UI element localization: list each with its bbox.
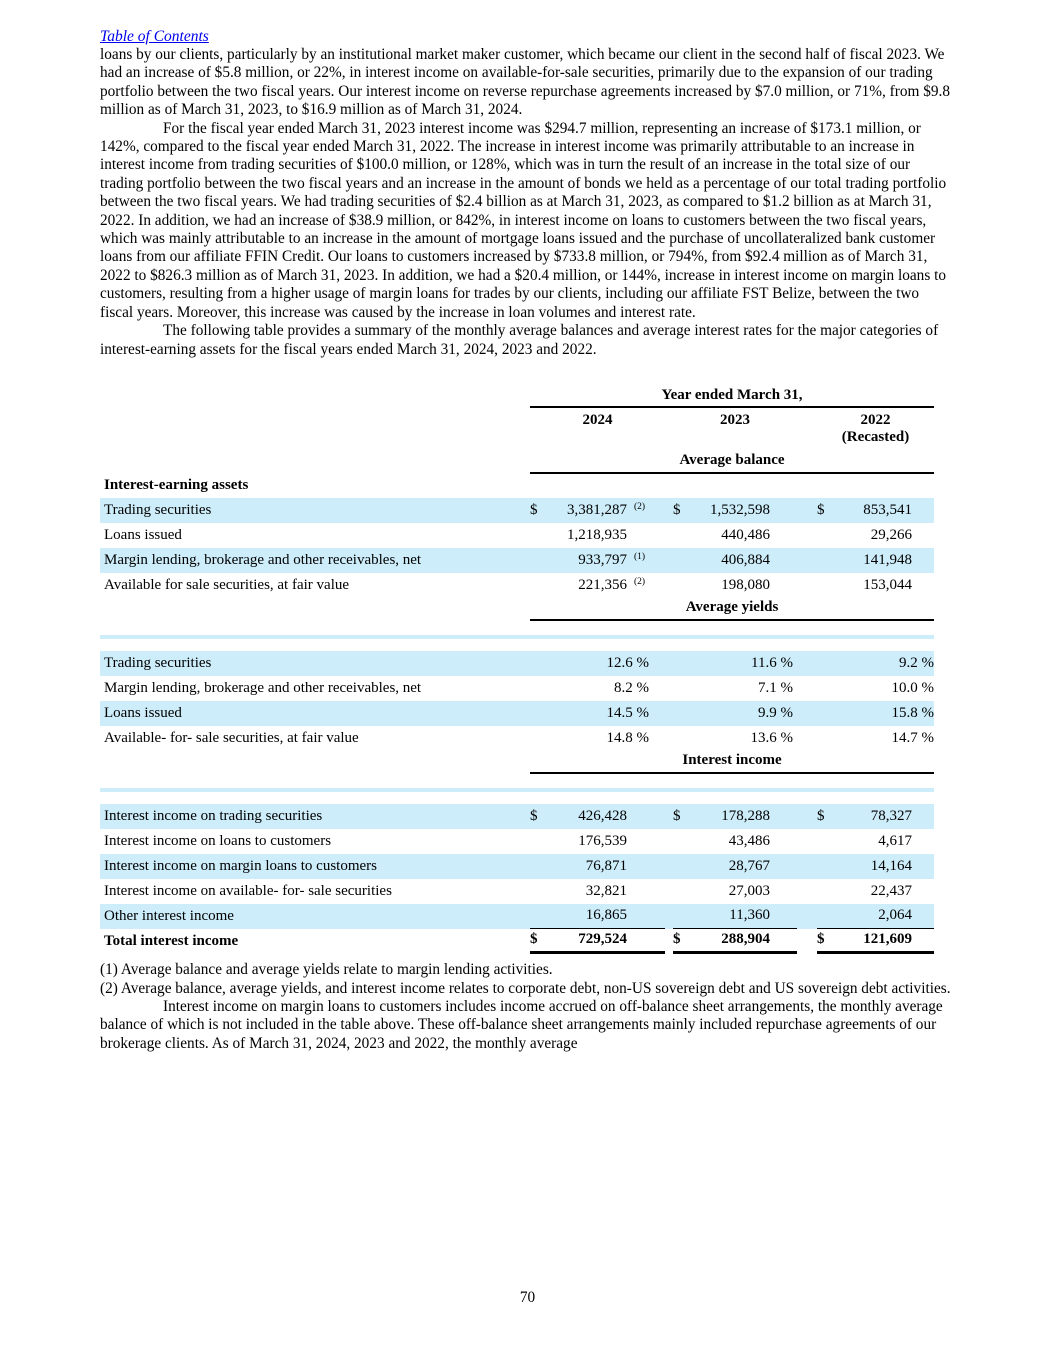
table-row xyxy=(100,879,934,904)
cell-2023: 440,486 xyxy=(721,526,770,543)
col-header-2022 xyxy=(817,412,934,446)
cell-2022: 141,948 xyxy=(863,551,912,568)
cell-2024: 76,871 xyxy=(585,857,627,874)
cell-2024: 8.2 % xyxy=(614,679,649,696)
row-label: Interest income on trading securities xyxy=(104,807,323,824)
table-row xyxy=(100,701,934,726)
dollar-sign: $ xyxy=(673,501,681,518)
cell-2023: 13.6 % xyxy=(750,729,793,746)
cell-2022: 22,437 xyxy=(870,882,912,899)
row-label: Available for sale securities, at fair value xyxy=(104,576,350,593)
row-group-header: Interest-earning assets xyxy=(104,477,249,494)
row-label: Trading securities xyxy=(104,501,212,518)
cell-2023: 198,080 xyxy=(721,576,770,593)
col-header-2023: 2023 xyxy=(720,411,750,428)
cell-2023: 1,532,598 xyxy=(710,501,770,518)
paragraph-1: loans by our clients, particularly by an institutional market maker customer, which became our client in the second half of fiscal 2023. We had an increase of $5.8 million, or 22%, in interest income on available-for-sale securities, primarily due to the expansion of our trading portfolio between the two fiscal years. Our interest income on reverse repurchase agreements increased by $7.0 million, or 71%, from $9.8 million as of March 31, 2023, to $16.9 million as of March 31, 2024. xyxy=(100,46,950,119)
cell-2023: 288,904 xyxy=(721,931,770,948)
cell-2024: 933,797 xyxy=(578,551,627,568)
table-row-total xyxy=(100,929,934,954)
page-number: 70 xyxy=(519,1289,536,1306)
row-label: Loans issued xyxy=(104,526,182,543)
table-year-header: Year ended March 31, xyxy=(530,387,934,408)
cell-2022: 4,617 xyxy=(878,832,912,849)
dollar-sign: $ xyxy=(817,501,825,518)
dollar-sign: $ xyxy=(530,501,538,518)
footnote-ref: (1) xyxy=(634,551,646,562)
cell-2024: 1,218,935 xyxy=(567,526,627,543)
row-label: Interest income on available- for- sale securities xyxy=(104,882,392,899)
dollar-sign: $ xyxy=(673,807,681,824)
cell-2024: 14.8 % xyxy=(606,729,649,746)
dollar-sign: $ xyxy=(817,807,825,824)
dollar-sign: $ xyxy=(673,931,681,948)
col-header-2022-year: 2022 xyxy=(860,411,891,428)
row-label: Loans issued xyxy=(104,704,182,721)
cell-2024: 176,539 xyxy=(578,832,627,849)
cell-2024: 14.5 % xyxy=(606,704,649,721)
col-header-2024: 2024 xyxy=(582,411,613,428)
dollar-sign: $ xyxy=(530,931,538,948)
paragraph-3: The following table provides a summary of the monthly average balances and average interest rates for the major categories of interest-earning assets for the fiscal years ended March 31, 2024, 2023 and 2022. xyxy=(100,322,939,358)
cell-2023: 28,767 xyxy=(728,857,770,874)
cell-2023: 406,884 xyxy=(721,551,770,568)
table-row xyxy=(100,651,934,676)
cell-2024: 729,524 xyxy=(578,931,627,948)
paragraph-2: For the fiscal year ended March 31, 2023 interest income was $294.7 million, representing an increase of $173.1 million, or 142%, compared to the fiscal year ended March 31, 2022. The increase in interest income was primarily attributable to an increase in interest income from trading securities of $100.0 million, or 128%, which was in turn the result of an increase in the total size of our trading portfolio between the two fiscal years and an increase in the amount of bonds we held as a percentage of our total trading portfolio between the two fiscal years. We had trading securities of $2.4 billion as at March 31, 2023, as compared to $1.2 billion as at March 31, 2022. In addition, we had an increase of $38.9 million, or 842%, in interest income on loans to customers between the two fiscal years, which was mainly attributable to an increase in the amount of mortgage loans issued and the purchase of uncollateralized bank customer loans from our affiliate FFIN Credit. Our loans to customers increased by $733.8 million, or 794%, from $92.4 million as of March 31, 2022 to $826.3 million as of March 31, 2023. In addition, we had a $20.4 million, or 144%, increase in interest income on margin loans to customers, resulting from a higher usage of margin loans for trades by our clients, including our affiliate FST Belize, between the two fiscal years. Moreover, this increase was caused by the increase in loan volumes and interest rate. xyxy=(100,119,947,321)
footnote-ref: (2) xyxy=(634,576,646,587)
row-label: Available- for- sale securities, at fair value xyxy=(104,729,359,746)
cell-2022: 14.7 % xyxy=(891,729,934,746)
table-row xyxy=(100,854,934,879)
section-header-interest-income: Interest income xyxy=(530,751,934,774)
table-row xyxy=(100,498,934,523)
table-row xyxy=(100,829,934,854)
interest-earning-assets-table xyxy=(100,387,934,954)
footnote-2: (2) Average balance, average yields, and interest income relates to corporate debt, non-US sovereign debt and US sovereign debt activities. xyxy=(100,979,951,997)
col-header-2022-recasted: (Recasted) xyxy=(841,428,910,445)
cell-2023: 11.6 % xyxy=(751,654,793,671)
cell-2022: 153,044 xyxy=(863,576,912,593)
table-row xyxy=(100,523,934,548)
cell-2022: 78,327 xyxy=(870,807,912,824)
table-row xyxy=(100,573,934,598)
footnote-ref: (2) xyxy=(634,501,646,512)
paragraph-4: Interest income on margin loans to customers includes income accrued on off-balance sheet arrangements, the monthly average balance of which is not included in the table above. These off-balance sheet arrangements mainly included repurchase agreements of our brokerage clients. As of March 31, 2024, 2023 and 2022, the monthly average xyxy=(100,997,943,1052)
cell-2023: 11,360 xyxy=(729,907,770,924)
table-row xyxy=(100,676,934,701)
cell-2023: 178,288 xyxy=(721,807,770,824)
cell-2024: 221,356 xyxy=(578,576,627,593)
row-label: Other interest income xyxy=(104,907,234,924)
dollar-sign: $ xyxy=(817,931,825,948)
cell-2024: 3,381,287 xyxy=(567,501,627,518)
row-label: Trading securities xyxy=(104,654,212,671)
table-year-columns xyxy=(530,408,934,446)
row-label: Margin lending, brokerage and other receivables, net xyxy=(104,679,422,696)
cell-2022: 15.8 % xyxy=(891,704,934,721)
cell-2022: 29,266 xyxy=(870,526,912,543)
cell-2024: 16,865 xyxy=(585,907,627,924)
cell-2024: 426,428 xyxy=(578,807,627,824)
table-row xyxy=(100,904,934,929)
cell-2022: 14,164 xyxy=(870,857,912,874)
table-row xyxy=(100,726,934,751)
section-header-average-balance: Average balance xyxy=(530,446,934,474)
row-label: Interest income on margin loans to customers xyxy=(104,857,377,874)
cell-2022: 853,541 xyxy=(863,501,912,518)
cell-2022: 9.2 % xyxy=(899,654,934,671)
table-row xyxy=(100,804,934,829)
row-label: Margin lending, brokerage and other receivables, net xyxy=(104,551,422,568)
table-row xyxy=(100,548,934,573)
toc-link[interactable]: Table of Contents xyxy=(100,28,209,45)
footnote-1: (1) Average balance and average yields relate to margin lending activities. xyxy=(100,960,553,978)
footnotes xyxy=(100,960,955,998)
cell-2024: 32,821 xyxy=(585,882,627,899)
row-label: Interest income on loans to customers xyxy=(104,832,332,849)
cell-2022: 10.0 % xyxy=(891,679,934,696)
cell-2023: 7.1 % xyxy=(758,679,793,696)
dollar-sign: $ xyxy=(530,807,538,824)
row-label: Total interest income xyxy=(104,932,239,949)
cell-2023: 9.9 % xyxy=(758,704,793,721)
cell-2022: 121,609 xyxy=(863,931,912,948)
section-header-average-yields: Average yields xyxy=(530,598,934,621)
cell-2023: 43,486 xyxy=(728,832,770,849)
cell-2022: 2,064 xyxy=(878,907,912,924)
cell-2024: 12.6 % xyxy=(606,654,649,671)
cell-2023: 27,003 xyxy=(728,882,770,899)
